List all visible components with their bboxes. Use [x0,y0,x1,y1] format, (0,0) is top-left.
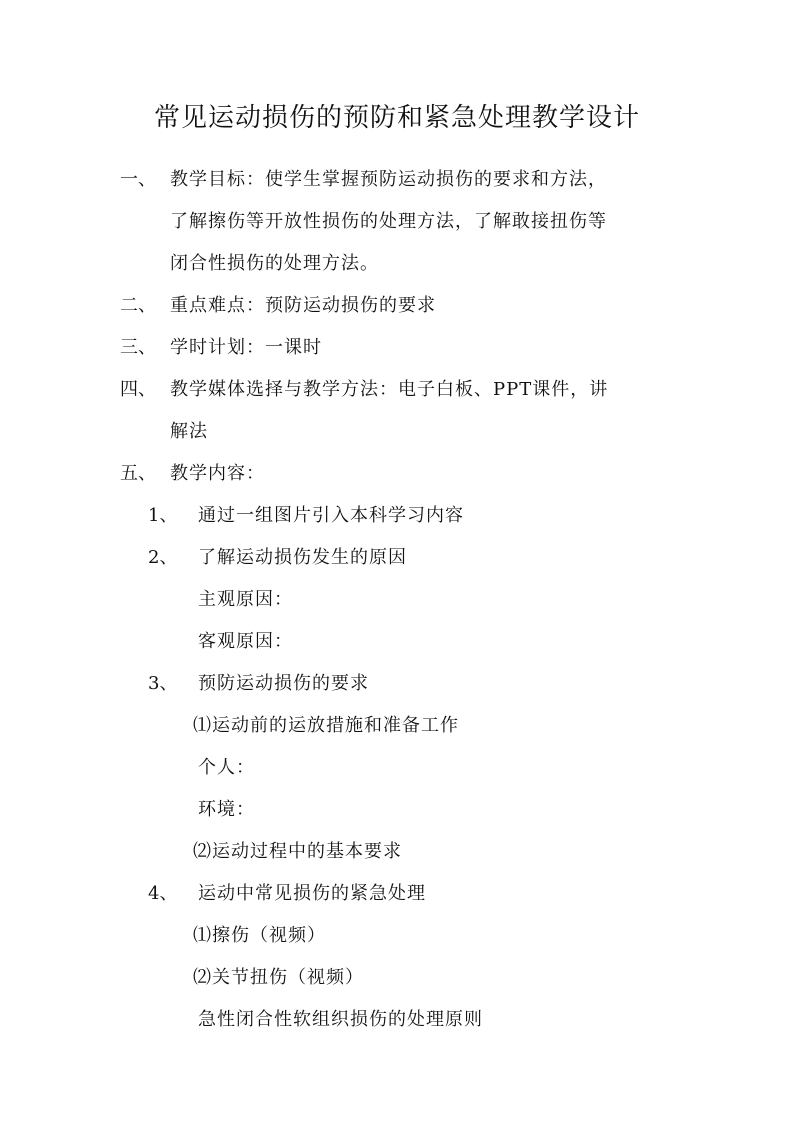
content-text: 运动中常见损伤的紧急处理 [198,883,426,904]
document-title: 常见运动损伤的预防和紧急处理教学设计 [153,103,640,133]
content-text: 通过一组图片引入本科学习内容 [198,505,464,526]
content-subtext: ⑵关节扭伤（视频） [193,967,364,988]
section-text: 重点难点：预防运动损伤的要求 [170,295,436,316]
content-subtext: 客观原因： [198,631,293,652]
content-subtext: 环境： [198,799,255,820]
section-number: 四、 [120,379,156,400]
content-number: 2、 [148,547,178,568]
content-number: 1、 [148,505,178,526]
content-subtext: ⑵运动过程中的基本要求 [193,841,402,862]
section-text: 解法 [170,421,208,442]
content-subtext: 个人： [198,757,255,778]
section-text: 闭合性损伤的处理方法。 [170,253,379,274]
section-text: 了解擦伤等开放性损伤的处理方法，了解敢接扭伤等 [170,211,607,232]
content-number: 4、 [148,883,178,904]
section-number: 五、 [120,463,156,484]
content-subtext: ⑴运动前的运放措施和准备工作 [193,715,459,736]
section-text: 学时计划：一课时 [170,337,322,358]
content-text: 了解运动损伤发生的原因 [198,547,407,568]
section-text: 教学媒体选择与教学方法：电子白板、PPT课件，讲 [170,379,609,400]
section-number: 一、 [120,169,156,190]
section-number: 二、 [120,295,156,316]
section-text: 教学目标：使学生掌握预防运动损伤的要求和方法， [170,169,607,190]
content-subtext: 主观原因： [198,589,293,610]
section-number: 三、 [120,337,156,358]
content-subtext: 急性闭合性软组织损伤的处理原则 [198,1009,483,1030]
content-number: 3、 [148,673,178,694]
content-subtext: ⑴擦伤（视频） [193,925,326,946]
content-text: 预防运动损伤的要求 [198,673,369,694]
section-text: 教学内容： [170,463,265,484]
